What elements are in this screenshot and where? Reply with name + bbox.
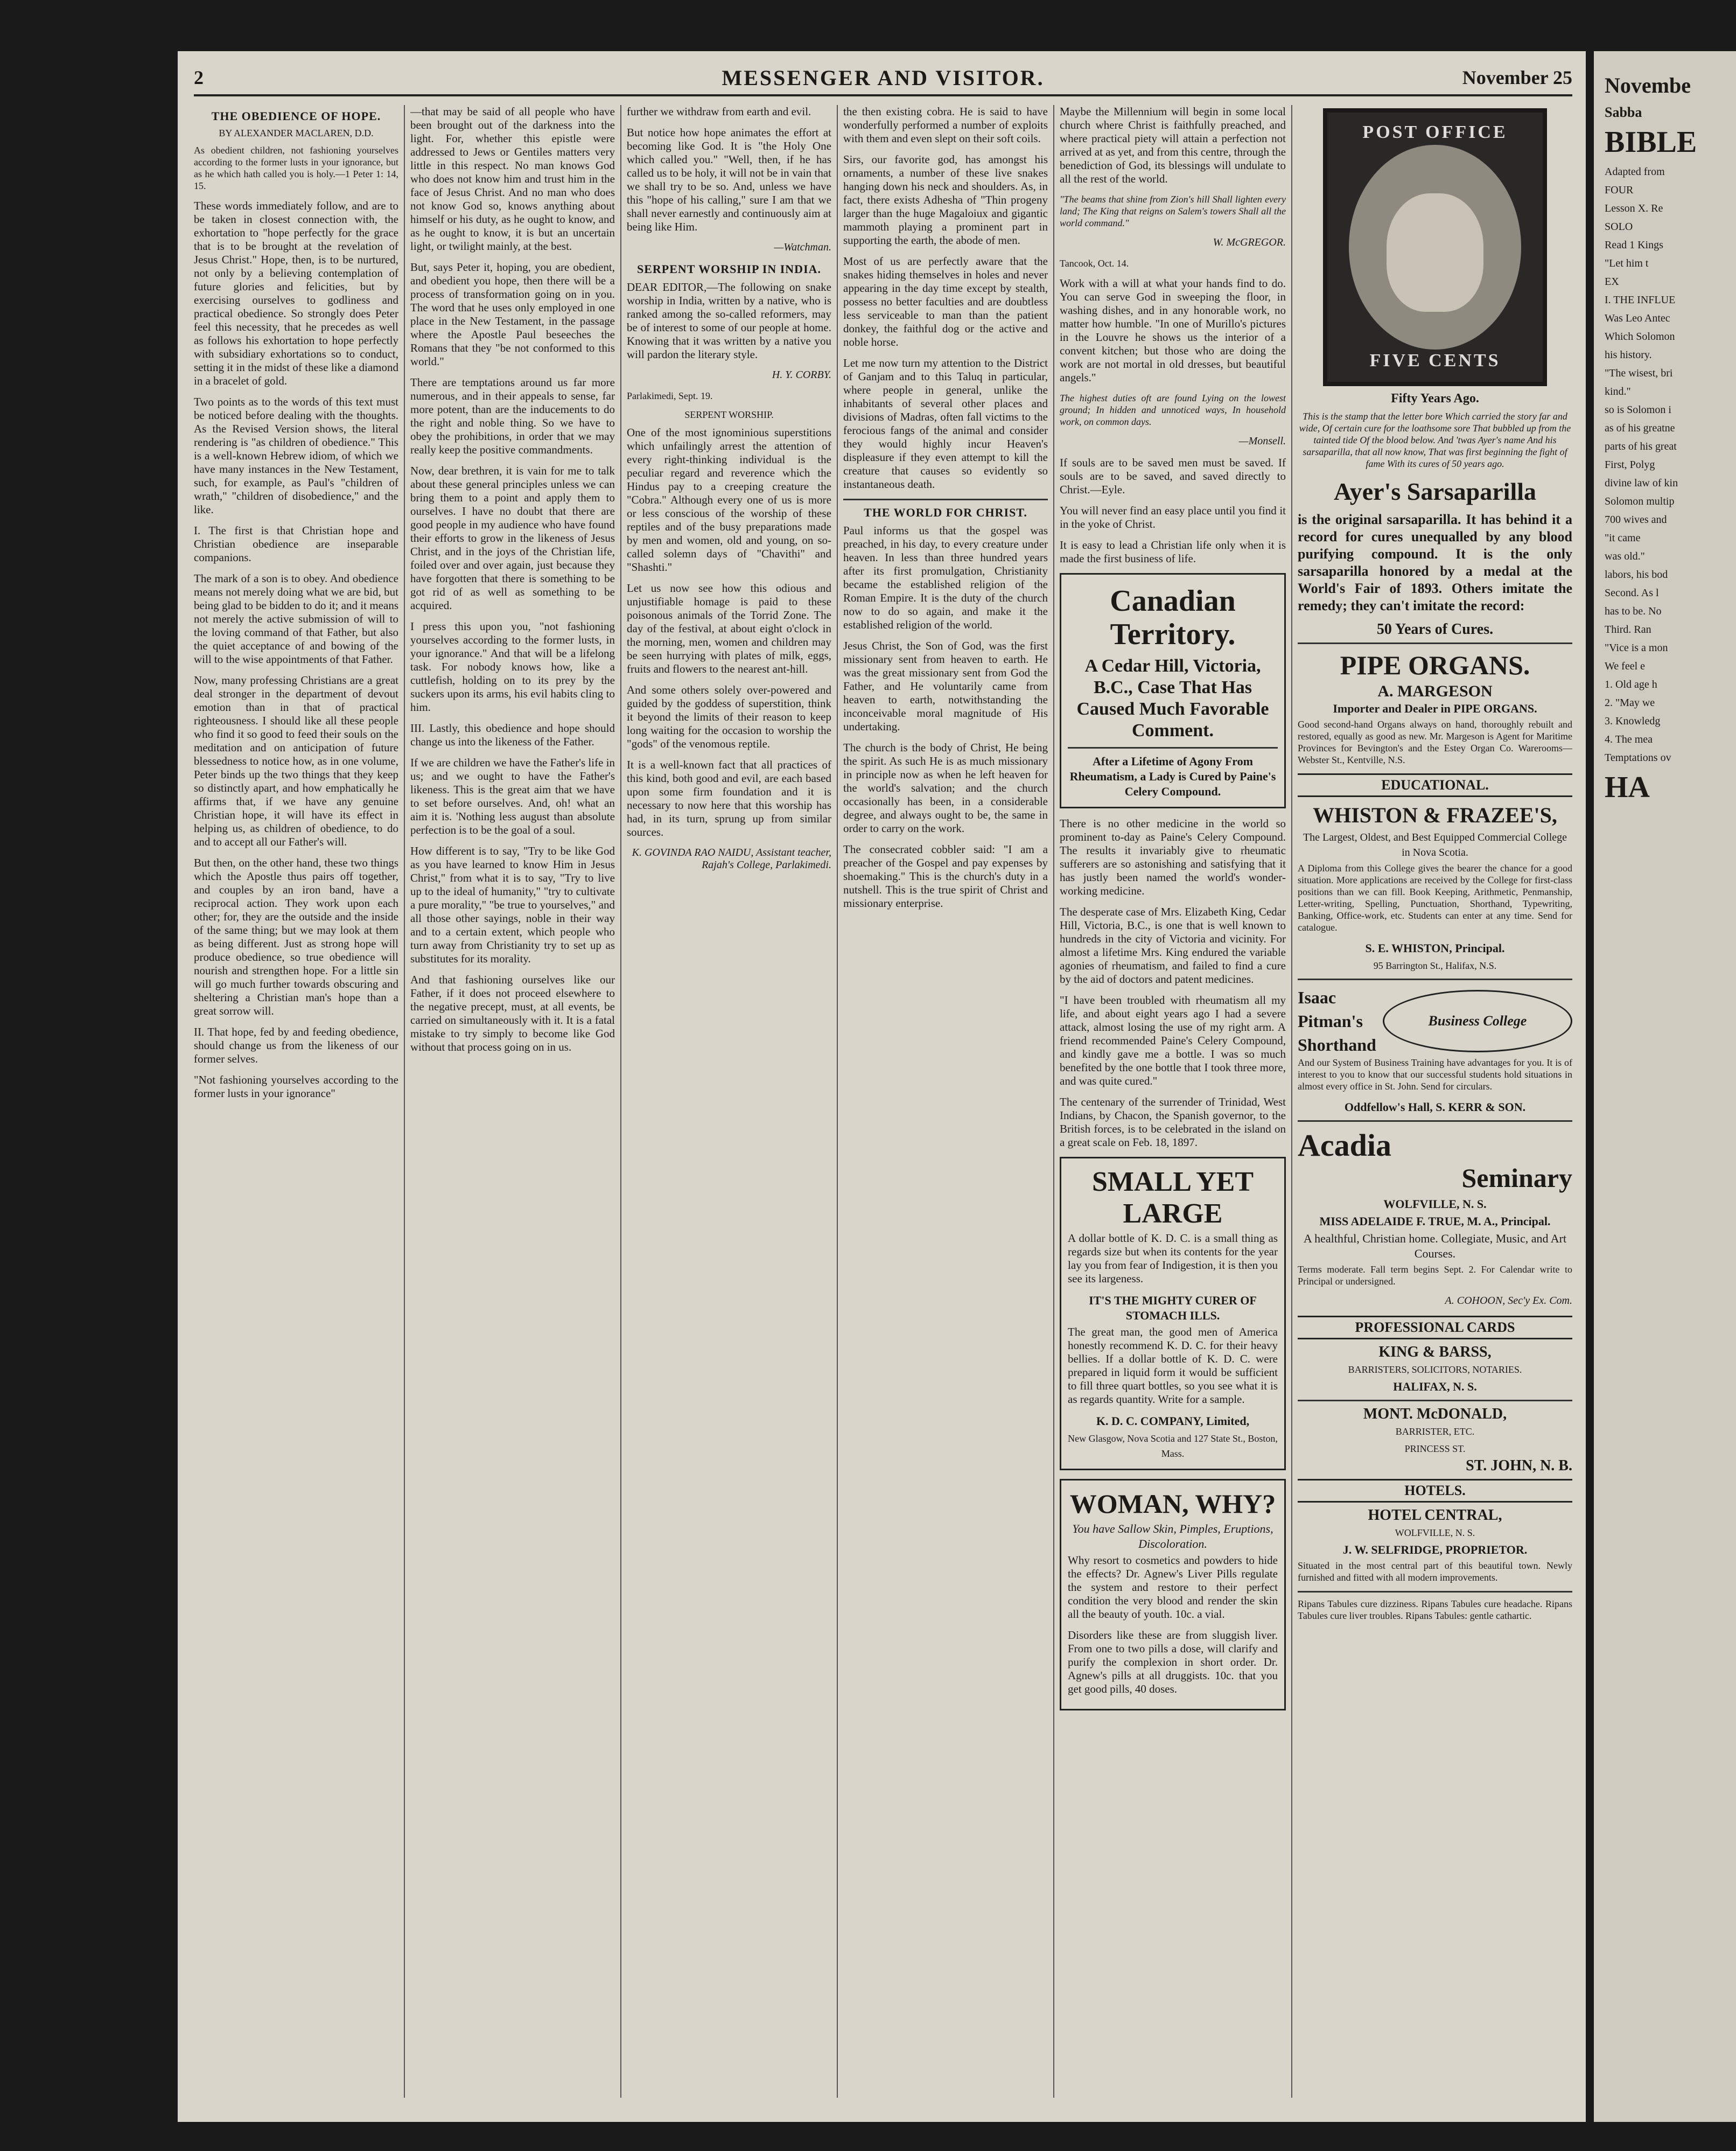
paragraph: It is easy to lead a Christian life only when it is made the first business of life. [1060, 539, 1286, 565]
stamp-caption: Fifty Years Ago. [1391, 392, 1479, 406]
adjacent-bottom-headline: HA [1605, 771, 1650, 804]
ad-subheadline: Importer and Dealer in PIPE ORGANS. [1333, 702, 1537, 715]
paragraph: There are temptations around us far more numerous, and in their appeals to sense, far more potent, than are the inducements to do the right and noble thing. So we have to obey the prohibitions, in order that we may really keep the positive commandments. [410, 376, 615, 456]
section-rule [1298, 979, 1572, 980]
column-divider [1291, 105, 1292, 2098]
paragraph: III. Lastly, this obedience and hope should change us into the likeness of the Father. [410, 722, 615, 748]
adjacent-text-line: so is Solomon i [1605, 404, 1671, 416]
ad-text: is the original sarsaparilla. It has behind it a record for cures unequalled by any blood purifying compound. It is the only sarsaparilla honored by a medal at the World's Fair of 1893. Others imitate the remedy; they can't imitate the record: [1298, 512, 1572, 613]
paragraph: How different is to say, "Try to be like God as you have learned to know Him in Jesus Christ," from what it is to say, "Try to live up to the ideal of humanity," "try to cultivate a pure morality," "be true to yourselves," and all those other sayings, noble in their way and to a certain extent, which people who turn away from Christianity try to set up as substitutes for its morality. [410, 844, 615, 965]
ad-headline: Isaac [1298, 988, 1336, 1007]
paines-celery-ad [1060, 573, 1286, 808]
paragraph: The centenary of the surrender of Trinidad, West Indians, by Chacon, the Spanish governor, to the British forces, is to be celebrated in the island on a great scale on Feb. 18, 1897. [1060, 1095, 1286, 1149]
paragraph: If we are children we have the Father's life in us; and we ought to have the Father's likeness. This is the great aim that we have to set before ourselves. And, oh! what an aim it is. 'Nothing less august than absolute perfection is to be the goal of a soul. [410, 756, 615, 836]
portrait-icon [1387, 193, 1483, 312]
adjacent-page-column [1605, 51, 1734, 810]
masthead [194, 62, 1572, 96]
postage-stamp-image [1323, 108, 1547, 386]
ad-name: HOTEL CENTRAL, [1368, 1507, 1502, 1524]
paragraph: the then existing cobra. He is said to have wonderfully performed a number of exploits with them and even slept on their soft coils. [843, 105, 1048, 145]
ad-text: And our System of Business Training have advantages for you. It is of interest to you to know that our successful students hold situations in almost every office in St. John. Send for circulars. [1298, 1057, 1572, 1092]
ad-headline: Canadian Territory. [1110, 584, 1236, 651]
paragraph: II. That hope, fed by and feeding obedience, should change us from the likeness of our former selves. [194, 1025, 398, 1065]
article-epigraph: As obedient children, not fashioning yourselves according to the former lusts in your ignorance, but as he which hath called you is holy.—1 Peter 1: 14, 15. [194, 145, 398, 191]
ad-principal: MISS ADELAIDE F. TRUE, M. A., Principal. [1319, 1214, 1551, 1228]
section-rule [1298, 1120, 1572, 1122]
paragraph: There is no other medicine in the world so prominent to-day as Paine's Celery Compound. The results it invariably give to rheumatic sufferers are so astonishing and satisfying that it has justly been named the world's wonder-working medicine. [1060, 817, 1286, 897]
adjacent-text-line: his history. [1605, 349, 1652, 361]
ad-proprietor: J. W. SELFRIDGE, PROPRIETOR. [1342, 1543, 1528, 1556]
paragraph: DEAR EDITOR,—The following on snake worship in India, written by a native, who is ranked among the so-called reformers, may be of interest to some of our people at home. Knowing that it was written by a native you will pardon the literary style. [627, 281, 831, 361]
adjacent-text-line: Read 1 Kings [1605, 239, 1663, 251]
paragraph: One of the most ignominious superstitions which unfailingly arrest the attention of every right-thinking individual is the peculiar regard and reverence which the Hindus pay to a creeping creature the "Cobra." Although every one of us is more or less conscious of the worship of these reptiles and of the busy preparations made by men and women, old and young, on so-called solemn days of "Chavithi" and "Shashti." [627, 426, 831, 574]
paragraph: And some others solely over-powered and guided by the goddess of superstition, think it beyond the limits of their reason to keep long waiting for the occasion to worship the "gods" of the venomous reptile. [627, 683, 831, 750]
ad-street: PRINCESS ST. [1404, 1443, 1466, 1454]
adjacent-text-line: as of his greatne [1605, 422, 1675, 434]
paragraph: Maybe the Millennium will begin in some local church where Christ is faithfully preached, and where practical piety will attain a perfection not arrived at as yet, and from this centre, through the benediction of God, its blessings will undulate to all the rest of the world. [1060, 105, 1286, 185]
issue-date: November 25 [1462, 67, 1572, 88]
ad-place: WOLFVILLE, N. S. [1395, 1527, 1475, 1538]
section-heading: EDUCATIONAL. [1298, 773, 1572, 797]
ad-headline: Seminary [1461, 1163, 1572, 1193]
ad-headline: Shorthand [1298, 1035, 1376, 1054]
ad-text: A dollar bottle of K. D. C. is a small thing as regards size but when its contents for the year lay you from fear of Indigestion, it is then you see its largeness. [1068, 1232, 1278, 1285]
newspaper-page [178, 51, 1586, 2122]
adjacent-text-line: labors, his bod [1605, 569, 1668, 581]
adjacent-text-line: divine law of kin [1605, 477, 1678, 489]
dateline: Parlakimedi, Sept. 19. [627, 390, 713, 401]
ad-address: New Glasgow, Nova Scotia and 127 State St., Boston, Mass. [1068, 1433, 1278, 1459]
paragraph: The desperate case of Mrs. Elizabeth King, Cedar Hill, Victoria, B.C., is one that is well known to hundreds in the city of Victoria and vicinity. For almost a lifetime Mrs. King endured the variable agonies of rheumatism, and failed to find a cure by the aid of doctors and patent medicines. [1060, 905, 1286, 986]
adjacent-text-line: I. THE INFLUE [1605, 294, 1676, 306]
ad-text: Terms moderate. Fall term begins Sept. 2. For Calendar write to Principal or undersigned. [1298, 1264, 1572, 1287]
ad-tagline: After a Lifetime of Agony From Rheumatism, a Lady is Cured by Paine's Celery Compound. [1069, 755, 1276, 798]
adjacent-text-line: 3. Knowledg [1605, 715, 1661, 727]
column-3 [627, 105, 831, 2098]
adjacent-text-line: "Vice is a mon [1605, 642, 1668, 654]
stamp-top-text: POST OFFICE [1362, 122, 1508, 142]
section-rule [843, 499, 1048, 500]
ad-rule [1068, 747, 1278, 749]
ad-footer: Oddfellow's Hall, S. KERR & SON. [1344, 1100, 1526, 1114]
column-6 [1298, 105, 1572, 2098]
ad-text: A Diploma from this College gives the bearer the chance for a good situation. More applications are received by the College for first-class positions than we can fill. Book Keeping, Arithmetic, Penmanship, Letter-writing, Spelling, Punctuation, Shorthand, Typewriting, Banking, Office-work, etc. Students can enter at any time. Send for catalogue. [1298, 863, 1572, 933]
ad-name: KING & BARSS, [1378, 1344, 1492, 1360]
adjacent-subhead: Sabba [1605, 106, 1642, 120]
ripans-ad: Ripans Tabules cure dizziness. Ripans Tabules cure headache. Ripans Tabules cure liver troubles. Ripans Tabules: gentle cathartic. [1298, 1598, 1572, 1621]
signature: A. COHOON, Sec'y Ex. Com. [1445, 1295, 1572, 1307]
ad-headline: SMALL YET LARGE [1091, 1167, 1254, 1229]
paragraph: I press this upon you, "not fashioning yourselves according to the former lusts, in your ignorance." And that will be a lifelong task. For nobody knows how, like a cuttlefish, holding on to its prey by the suckers upon its arms, his evil habits cling to him. [410, 620, 615, 714]
signature: —Watchman. [774, 241, 831, 253]
ad-headline: Acadia [1298, 1128, 1391, 1163]
ad-name: A. MARGESON [1377, 682, 1493, 700]
column-divider [620, 105, 621, 2098]
adjacent-text-line: kind." [1605, 386, 1631, 397]
paragraph: The consecrated cobbler said: "I am a preacher of the Gospel and pay expenses by shoemaking." This is the church's duty in a nutshell. This is the true spirit of Christ and missionary enterprise. [843, 843, 1048, 910]
article-title: THE WORLD FOR CHRIST. [864, 506, 1027, 519]
adjacent-text-line: Lesson X. Re [1605, 202, 1663, 214]
adjacent-page [1594, 51, 1736, 2122]
dateline: Tancook, Oct. 14. [1060, 258, 1129, 269]
adjacent-text-line: Solomon multip [1605, 495, 1675, 507]
signature: —Monsell. [1238, 435, 1286, 447]
adjacent-text-line: First, Polyg [1605, 459, 1655, 471]
signature: W. McGREGOR. [1213, 236, 1286, 248]
section-heading: HOTELS. [1298, 1479, 1572, 1503]
paragraph: Jesus Christ, the Son of God, was the first missionary sent from heaven to earth. He was the great missionary sent from God the Father, and He voluntarily came from heaven to earth, notwithstanding the inconceivable moral magnitude of His undertaking. [843, 639, 1048, 733]
newspaper-title: MESSENGER AND VISITOR. [722, 66, 1045, 90]
adjacent-text-line: Third. Ran [1605, 624, 1651, 635]
kdc-ad [1060, 1157, 1286, 1470]
adjacent-text-line: Second. As l [1605, 587, 1659, 599]
paragraph: —that may be said of all people who have been brought out of the darkness into the light. For, whether this epistle were addressed to Jews or Gentiles matters very little in this respect. No man knows God who does not know him and trust him in the face of Jesus Christ. And no man who does not know God so, knows anything about himself or his duty, as he ought to know, and as he ought to know, it is but an uncertain light, or twilight mainly, at the best. [410, 105, 615, 253]
article-subtitle: SERPENT WORSHIP. [684, 409, 774, 420]
paragraph: Now, many professing Christians are a great deal stronger in the department of devout emotion than in that of practical righteousness. I should like all these people who find it so good to feed their souls on the meditation and on anticipation of future blessedness to notice how, as in one volume, Peter binds up the two things that they keep so distinctly apart, and how emphatically he affirms that, if we have any genuine Christian hope, it will have its effect in helping us, as children of obedience, to do and to accept all our Father's will. [194, 674, 398, 848]
adjacent-text-line: was old." [1605, 550, 1645, 562]
adjacent-text-line: 1. Old age h [1605, 679, 1657, 690]
adjacent-text-line: SOLO [1605, 221, 1633, 233]
ad-subheadline: BARRISTERS, SOLICITORS, NOTARIES. [1348, 1364, 1522, 1375]
adjacent-text-line: parts of his great [1605, 441, 1677, 452]
paragraph: But, says Peter it, hoping, you are obedient, and obedient you hope, then there will be a process of transformation going on in you. The word that he uses only employed in one place in the New Testament, in the passage where the Apostle Paul beseeches the Romans that they "be not conformed to this world." [410, 261, 615, 368]
ad-headline: Pitman's [1298, 1011, 1363, 1031]
paragraph: It is a well-known fact that all practices of this kind, both good and evil, are each based upon some firm foundation and it is necessary to now here that this worship has had, in its turn, sprung up from similar sources. [627, 758, 831, 839]
ad-text: A healthful, Christian home. Collegiate, Music, and Art Courses. [1303, 1232, 1567, 1260]
paragraph: "Not fashioning yourselves according to the former lusts in your ignorance" [194, 1073, 398, 1100]
verse: "The beams that shine from Zion's hill Shall lighten every land; The King that reigns on Salem's towers Shall all the world command." [1060, 194, 1286, 228]
adjacent-text-line: has to be. No [1605, 605, 1662, 617]
stamp-verse: This is the stamp that the letter bore Which carried the story far and wide, Of certain cure for the loathsome sore That bubbled up from the tainted tide Of the blood below. And 'twas Ayer's name And his sarsaparilla, that all now know, That was first beginning the fight of fame With its cures of 50 years ago. [1299, 411, 1571, 469]
section-rule [1298, 1591, 1572, 1593]
ad-name: MONT. McDONALD, [1363, 1406, 1507, 1422]
adjacent-text-line: Which Solomon [1605, 331, 1675, 343]
paragraph: Paul informs us that the gospel was preached, in his day, to every creature under heaven. In less than three hundred years after its first promulgation, Christianity became the established religion of the Roman Empire. It is the duty of the church now to do so again, and make it the established religion of the world. [843, 524, 1048, 631]
ad-tagline: 50 Years of Cures. [1376, 621, 1494, 638]
column-divider [1053, 105, 1054, 2098]
paragraph: Two points as to the words of this text must be noticed before dealing with the thoughts. As the Revised Version shows, the literal rendering is "as children of obedience." This is a well-known Hebrew idiom, of which we have many instances in the New Testament, such, for example, as Paul's "children of wrath," "children of disobedience," and the like. [194, 395, 398, 516]
paragraph: The mark of a son is to obey. And obedience means not merely doing what we are bid, but being glad to be bidden to do it; and it means not merely the active submission of will to the loving command of that Father, but also the quiet acceptance of and bowing of the will to the wise appointments of that Father. [194, 572, 398, 666]
ad-place: HALIFAX, N. S. [1393, 1380, 1477, 1393]
adjacent-text-line: FOUR [1605, 184, 1634, 196]
ad-text: Good second-hand Organs always on hand, thoroughly rebuilt and restored, equally as good as new. Mr. Margeson is Agent for Maritime Provinces for Bevington's and the Estey Organ Co. Warerooms—Webster St., Kentville, N.S. [1298, 719, 1572, 765]
adjacent-text-line: Temptations ov [1605, 752, 1671, 764]
paragraph: And that fashioning ourselves like our Father, if it does not proceed elsewhere to the negative precept, must, at all events, be carried on simultaneously with it. It is a fatal mistake to try simply to become like God without that process going on in us. [410, 973, 615, 1053]
business-college-logo: Business College [1383, 990, 1572, 1052]
adjacent-text-line: EX [1605, 276, 1619, 288]
ad-place: ST. JOHN, N. B. [1466, 1457, 1572, 1474]
article-byline: BY ALEXANDER MACLAREN, D.D. [219, 128, 374, 138]
adjacent-text-line: "The wisest, bri [1605, 367, 1673, 379]
agnew-pills-ad [1060, 1479, 1286, 1710]
ad-text: Why resort to cosmetics and powders to hide the effects? Dr. Agnew's Liver Pills regulate the system and restore to their perfect condition the very blood and render the skin all the beauty of youth. 10c. a vial. [1068, 1554, 1278, 1621]
adjacent-title: BIBLE [1605, 125, 1697, 159]
ad-headline: Ayer's Sarsaparilla [1333, 478, 1537, 505]
paragraph: "I have been troubled with rheumatism all my life, and about eight years ago I had a severe attack, almost losing the use of my right arm. A friend recommended Paine's Celery Compound, and kindly gave me a bottle. I was so much benefited by the one bottle that I took three more, and was quite cured." [1060, 994, 1286, 1087]
section-heading: PROFESSIONAL CARDS [1298, 1316, 1572, 1339]
column-divider [837, 105, 838, 2098]
adjacent-text-line: 700 wives and [1605, 514, 1667, 526]
paragraph: Let us now see how this odious and unjustifiable homage is paid to these poisonous animals of the Torrid Zone. The day of the festival, at about eight o'clock in the morning, men, women and children may be seen hurrying with plates of milk, eggs, fruits and flowers to the nearest ant-hill. [627, 582, 831, 675]
paragraph: You will never find an easy place until you find it in the yoke of Christ. [1060, 504, 1286, 530]
poem: The highest duties oft are found Lying on the lowest ground; In hidden and unnoticed ways, In household work, on common days. [1060, 393, 1286, 427]
ad-text: Disorders like these are from sluggish liver. From one to two pills a dose, will clarify and purify the complexion in short order. Dr. Agnew's pills at all druggists. 10c. that you get good pills, 40 doses. [1068, 1629, 1278, 1695]
column-1 [194, 105, 398, 2098]
paragraph: But notice how hope animates the effort at becoming like God. It is "the Holy One which called you." "Well, then, if he has called us to be holy, it will not be in vain that we shall try to be so. And, unless we have this "hope of his calling," sure I am that we shall never earnestly and continuously aim at being like Him. [627, 126, 831, 233]
ad-address: 95 Barrington St., Halifax, N.S. [1373, 960, 1497, 971]
signature: K. GOVINDA RAO NAIDU, Assistant teacher, Rajah's College, Parlakimedi. [632, 847, 831, 871]
paragraph: Now, dear brethren, it is vain for me to talk about these general principles unless we can bring them to a point and apply them to ourselves. I have no doubt that there are good people in my audience who have found their efforts to grow in the likeness of Jesus Christ, and in the joys of the Christian life, foiled over and over again, just because they have forgotten that there is something to be got rid of as well as something to be acquired. [410, 464, 615, 612]
paragraph: Work with a will at what your hands find to do. You can serve God in sweeping the floor, in washing dishes, and in any honorable work, no matter how humble. "In one of Murillo's pictures in the Louvre he shows us the interior of a convent kitchen; but those who are doing the work are not mortal in old dresses, but beautiful angels." [1060, 277, 1286, 384]
adjacent-text-lines [1605, 165, 1734, 765]
ad-headline: WHISTON & FRAZEE'S, [1313, 803, 1557, 827]
page-number: 2 [194, 67, 204, 88]
column-5 [1060, 105, 1286, 2098]
section-rule [1298, 642, 1572, 644]
paragraph: But then, on the other hand, these two things which the Apostle thus pairs off together, and couples by an iron band, have a reciprocal action. They work upon each other; for, they are the outside and the inside of the same thing; but we may look at them as being different. Just as strong hope will produce obedience, so true obedience will nourish and strengthen hope. For a little sin will go much further towards obscuring and sheltering a Christian man's hope than a great sorrow will. [194, 856, 398, 1017]
article-title: THE OBEDIENCE OF HOPE. [211, 109, 381, 123]
pitman-ad [1298, 986, 1572, 1057]
adjacent-text-line: Adapted from [1605, 166, 1665, 178]
adjacent-text-line: We feel e [1605, 660, 1645, 672]
ad-text: The great man, the good men of America honestly recommend K. D. C. for their heavy bellies. If a dollar bottle of K. D. C. were prepared in liquid form it would be sufficient to fill three quart bottles, so you see what it is as regards quantity. Write for a sample. [1068, 1325, 1278, 1406]
paragraph: Most of us are perfectly aware that the snakes hiding themselves in holes and never appearing in the day time except by stealth, possess no better faculties and are doubtless less serviceable to man than the patient donkey, the faithful dog or the active and noble horse. [843, 255, 1048, 348]
paragraph: These words immediately follow, and are to be taken in closest connection with, the exhortation to "hope perfectly for the grace that is to be brought at the revelation of Jesus Christ." Hope, then, is to be nurtured, not only by a believing contemplation of future glories and felicities, but by exercising ourselves to godliness and practical obedience. So strongly does Peter feel this necessity, that he precedes as well as follows his exhortation to hope perfectly with subsidiary exhortations so to conduct, setting it in the midst of these like a diamond in a bracelet of gold. [194, 199, 398, 387]
column-2 [410, 105, 615, 2098]
ad-subheadline: The Largest, Oldest, and Best Equipped Commercial College in Nova Scotia. [1303, 832, 1567, 858]
ad-headline: PIPE ORGANS. [1340, 650, 1530, 680]
article-title: SERPENT WORSHIP IN INDIA. [636, 262, 822, 276]
adjacent-text-line: 4. The mea [1605, 734, 1653, 745]
column-divider [404, 105, 405, 2098]
ad-text: Situated in the most central part of this beautiful town. Newly furnished and fitted with all modern improvements. [1298, 1560, 1572, 1583]
adjacent-text-line: "it came [1605, 532, 1641, 544]
signature: H. Y. CORBY. [772, 369, 831, 381]
paragraph: The church is the body of Christ, He being the spirit. As such He is as much missionary in principle now as when he left heaven for the world's salvation; and the church occasionally has been, in a considerable degree, and always ought to be, the same in order to carry on the work. [843, 741, 1048, 835]
paragraph: further we withdraw from earth and evil. [627, 105, 811, 118]
ad-subheadline: You have Sallow Skin, Pimples, Eruptions, Discoloration. [1072, 1522, 1273, 1551]
adjacent-text-line: 2. "May we [1605, 697, 1655, 709]
ad-company: K. D. C. COMPANY, Limited, [1096, 1414, 1250, 1428]
column-4 [843, 105, 1048, 2098]
adjacent-text-line: Was Leo Antec [1605, 312, 1670, 324]
paragraph: If souls are to be saved men must be saved. If souls are to be saved, and saved directly to Christ.—Eyle. [1060, 456, 1286, 496]
adjacent-text-line: "Let him t [1605, 257, 1649, 269]
paragraph: Let me now turn my attention to the District of Ganjam and to this Taluq in particular, where people in general, unlike the inhabitants of several other places and divisions of Madras, often fall victims to the ferocious fangs of the animal and consider they would highly incur Heaven's displeasure if they even attempt to kill the creature that causes so evidently so instantaneous death. [843, 357, 1048, 491]
section-rule [1298, 1400, 1572, 1401]
ad-name: S. E. WHISTON, Principal. [1365, 941, 1505, 955]
adjacent-page-header: Novembe [1605, 73, 1691, 97]
paragraph: I. The first is that Christian hope and Christian obedience are inseparable companions. [194, 524, 398, 564]
ad-subheadline: IT'S THE MIGHTY CURER OF STOMACH ILLS. [1089, 1294, 1257, 1322]
paragraph: Sirs, our favorite god, has amongst his ornaments, a number of these live snakes hanging down his neck and shoulders. As, in fact, there exists Adhesha of "Thin progeny larger than the huge Magaloiux and gigantic mammoth playing a prominent part in supporting the earth, the abode of men. [843, 153, 1048, 247]
ad-subheadline: BARRISTER, ETC. [1395, 1426, 1475, 1437]
ad-headline: WOMAN, WHY? [1069, 1489, 1276, 1519]
stamp-bottom-text: FIVE CENTS [1369, 351, 1501, 371]
ad-subheadline: A Cedar Hill, Victoria, B.C., Case That Has Caused Much Favorable Comment. [1076, 656, 1269, 741]
ad-place: WOLFVILLE, N. S. [1383, 1197, 1487, 1211]
